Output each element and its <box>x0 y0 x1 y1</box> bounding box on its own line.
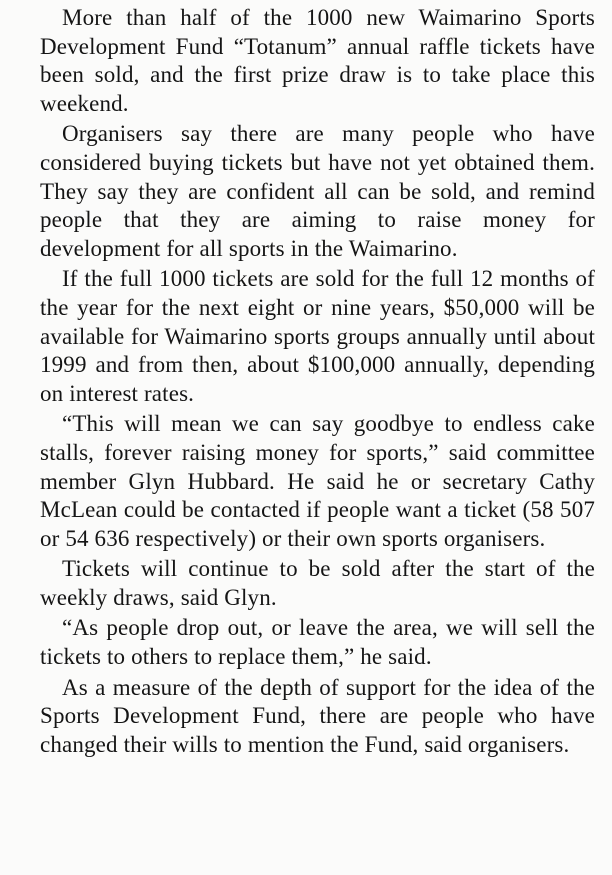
paragraph-quote-hubbard: “This will mean we can say goodbye to endless cake stalls, forever raising money for sports,” said committee member Glyn Hubbard. He said he or secretary Cathy McLean could be contacted if people want a ticket (58 507 or 54 636 respectively) or their own sports organisers. <box>40 411 595 551</box>
article-body <box>40 4 595 761</box>
paragraph-quote-replace: “As people drop out, or leave the area, we will sell the tickets to others to replace them,” he said. <box>40 615 595 670</box>
paragraph-ticket-sales: Tickets will continue to be sold after the start of the weekly draws, said Glyn. <box>40 556 595 610</box>
paragraph-funding: If the full 1000 tickets are sold for the full 12 months of the year for the next eight or nine years, $50,000 will be available for Waimarino sports groups annually until about 1999 and from then, about $100,000 annually, depending on interest rates. <box>40 266 595 406</box>
paragraph-support: As a measure of the depth of support for the idea of the Sports Development Fund, there are people who have changed their wills to mention the Fund, said organisers. <box>40 674 595 757</box>
paragraph-intro: More than half of the 1000 new Waimarino Sports Development Fund “Totanum” annual raffle tickets have been sold, and the first prize draw is to take place this weekend. <box>40 5 595 116</box>
paragraph-organisers: Organisers say there are many people who have considered buying tickets but have not yet obtained them. They say they are confident all can be sold, and remind people that they are aiming to raise money for development for all sports in the Waimarino. <box>40 121 595 261</box>
